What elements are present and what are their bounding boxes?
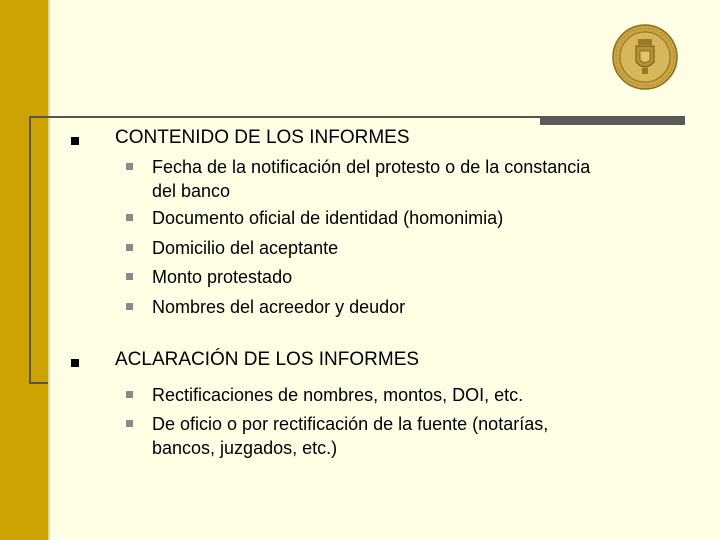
bullet-square-icon (126, 303, 133, 310)
bullet-square-icon (126, 391, 133, 398)
bullet-square-icon (126, 244, 133, 251)
list-item: Nombres del acreedor y deudor (152, 297, 406, 317)
bullet-square-icon (126, 273, 133, 280)
list-item: Domicilio del aceptante (152, 238, 339, 258)
bullet-square-icon (126, 214, 133, 221)
list-item: Fecha de la notificación del protesto o de la constancia (152, 157, 591, 177)
section-heading: CONTENIDO DE LOS INFORMES (115, 127, 410, 148)
bullet-square-icon (126, 420, 133, 427)
list-item: Documento oficial de identidad (homonimia) (152, 208, 504, 228)
bullet-square-icon (71, 137, 79, 145)
list-item: Monto protestado (152, 267, 293, 287)
list-item: De oficio o por rectificación de la fuente (notarías, (152, 414, 549, 434)
list-item-continuation: bancos, juzgados, etc.) (152, 438, 338, 458)
section-heading: ACLARACIÓN DE LOS INFORMES (115, 349, 420, 370)
bullet-square-icon (126, 163, 133, 170)
list-item-continuation: del banco (152, 181, 231, 201)
list-item: Rectificaciones de nombres, montos, DOI, etc. (152, 385, 524, 405)
bullet-square-icon (71, 359, 79, 367)
